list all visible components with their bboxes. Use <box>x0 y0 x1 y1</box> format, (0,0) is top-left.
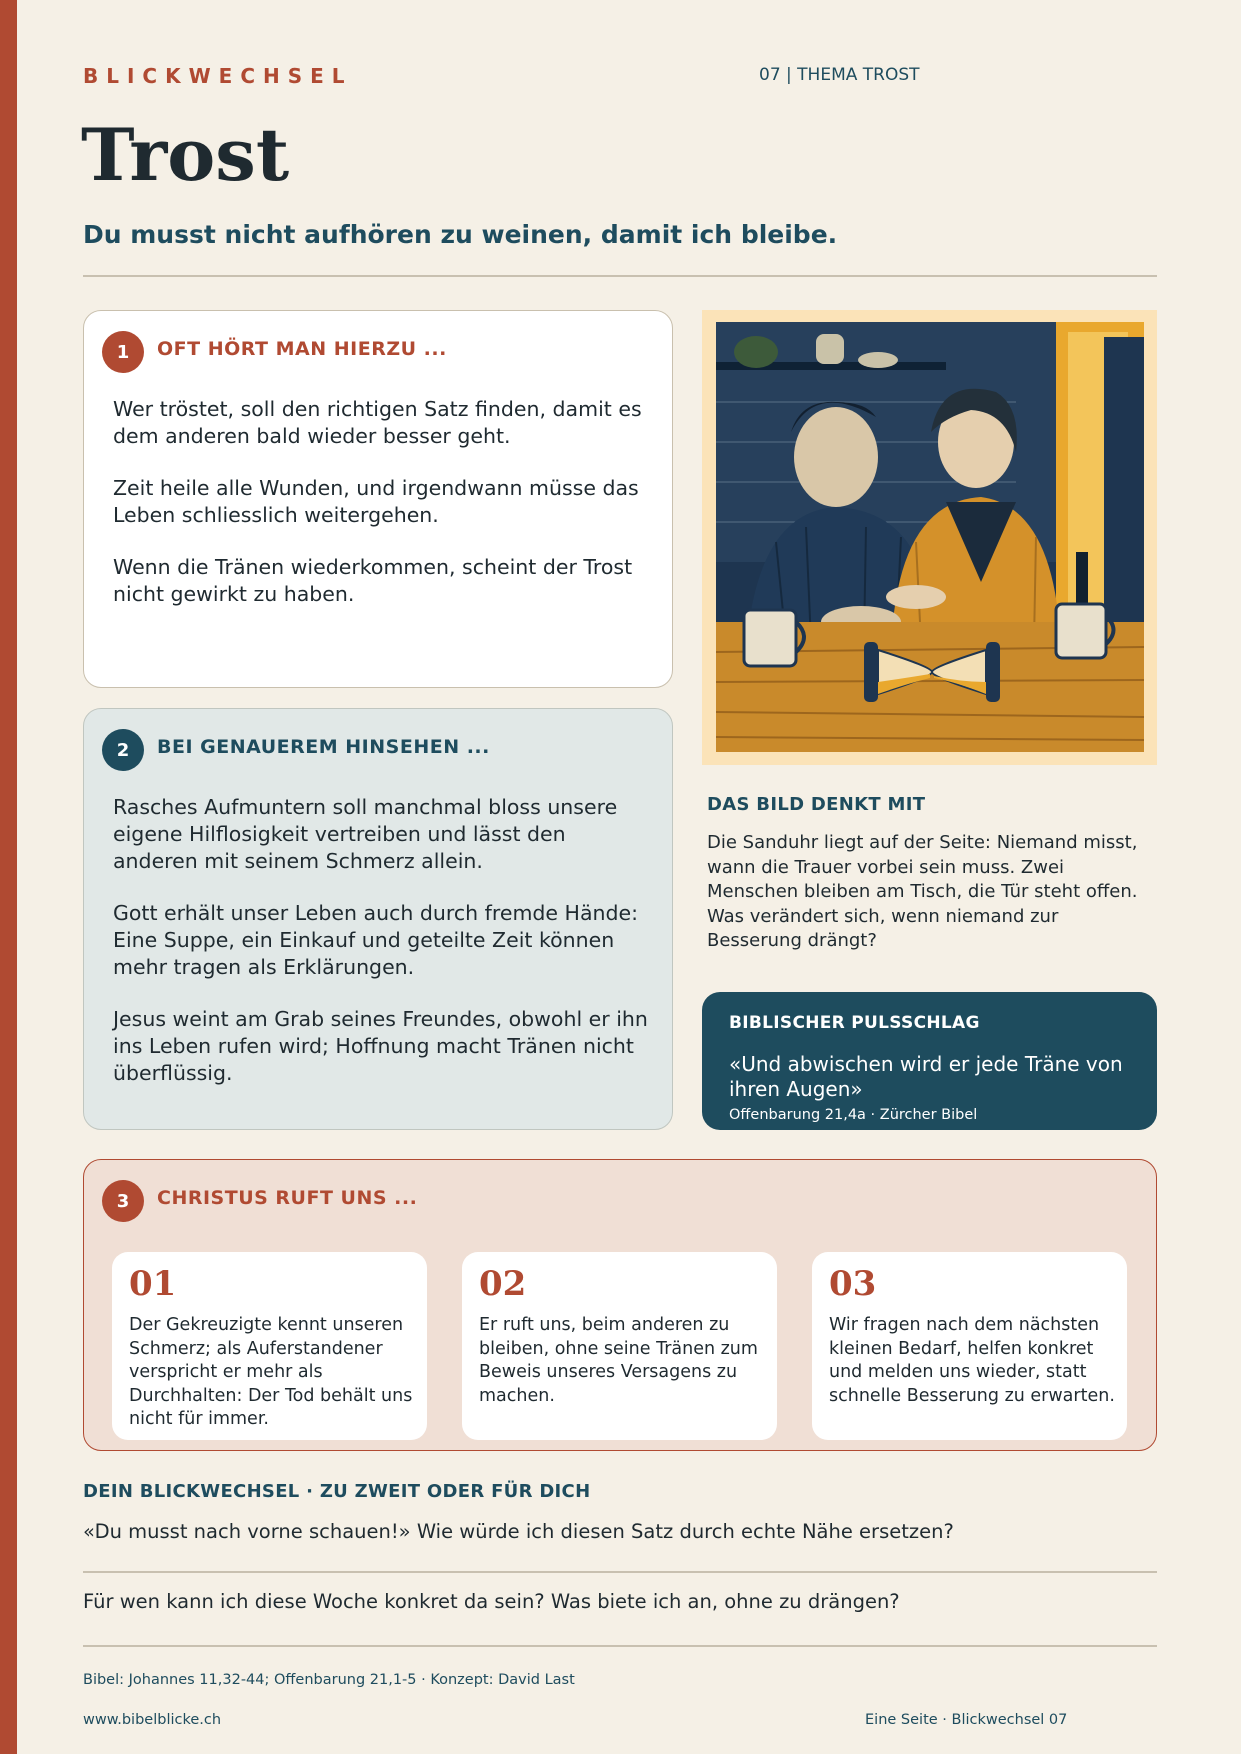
reflection-question: Für wen kann ich diese Woche konkret da sein? Was biete ich an, ohne zu drängen? <box>83 1590 900 1613</box>
illustration-drawing <box>716 322 1144 752</box>
footer-website-link[interactable]: www.bibelblicke.ch <box>83 1712 222 1728</box>
section-heading: BEI GENAUEREM HINSEHEN ... <box>157 736 490 758</box>
header-divider <box>83 275 1157 277</box>
point-card <box>462 1252 777 1440</box>
paragraph: Wenn die Tränen wiederkommen, scheint der Trost nicht gewirkt zu haben. <box>113 555 633 606</box>
footer-divider <box>83 1645 1157 1647</box>
paragraph: Wer tröstet, soll den richtigen Satz finden, damit es dem anderen bald wieder besser geht. <box>113 397 642 448</box>
section-heading: CHRISTUS RUFT UNS ... <box>157 1187 418 1209</box>
paragraph: Jesus weint am Grab seines Freundes, obwohl er ihn ins Leben rufen wird; Hoffnung macht Tränen nicht überflüssig. <box>113 1007 648 1085</box>
issue-label: 07 | THEMA TROST <box>759 65 920 85</box>
picture-heading: DAS BILD DENKT MIT <box>707 794 926 815</box>
point-card <box>112 1252 427 1440</box>
section-common-views <box>83 310 673 688</box>
question-divider <box>83 1571 1157 1573</box>
page-title: Trost <box>81 112 290 197</box>
paragraph: Gott erhält unser Leben auch durch fremde Hände: Eine Suppe, ein Einkauf und geteilte Zeit können mehr tragen als Erklärungen. <box>113 901 639 979</box>
point-text: Der Gekreuzigte kennt unseren Schmerz; als Auferstandener verspricht er mehr als Durchhalten: Der Tod behält uns nicht für immer. <box>129 1315 413 1429</box>
paragraph: Zeit heile alle Wunden, und irgendwann müsse das Leben schliesslich weitergehen. <box>113 476 639 527</box>
section-number-badge: 3 <box>102 1180 144 1222</box>
pulse-quote: «Und abwischen wird er jede Träne von ihren Augen» <box>729 1052 1123 1101</box>
section-body <box>113 794 653 1112</box>
section-number-badge: 2 <box>102 729 144 771</box>
section-closer-look <box>83 708 673 1130</box>
pulse-reference: Offenbarung 21,4a · Zürcher Bibel <box>729 1107 978 1123</box>
brand-label: BLICKWECHSEL <box>83 64 353 88</box>
pulse-heading: BIBLISCHER PULSSCHLAG <box>729 1013 980 1033</box>
page-subtitle: Du musst nicht aufhören zu weinen, damit ich bleibe. <box>83 220 838 249</box>
section-christ-calls <box>83 1159 1157 1451</box>
paragraph: Rasches Aufmuntern soll manchmal bloss unsere eigene Hilflosigkeit vertreiben und lässt den anderen mit seinem Schmerz allein. <box>113 795 618 873</box>
reflection-question: «Du musst nach vorne schauen!» Wie würde ich diesen Satz durch echte Nähe ersetzen? <box>83 1520 954 1543</box>
accent-side-bar <box>0 0 17 1754</box>
point-text: Wir fragen nach dem nächsten kleinen Bedarf, helfen konkret und melden uns wieder, statt schnelle Besserung zu erwarten. <box>829 1315 1115 1406</box>
point-number: 01 <box>129 1264 177 1304</box>
section-number-badge: 1 <box>102 331 144 373</box>
point-text: Er ruft uns, beim anderen zu bleiben, ohne seine Tränen zum Beweis unseres Versagens zu machen. <box>479 1315 758 1406</box>
picture-text: Die Sanduhr liegt auf der Seite: Niemand misst, wann die Trauer vorbei sein muss. Zwei Menschen bleiben am Tisch, die Tür steht offen. Was verändert sich, wenn niemand zur Besserung drängt? <box>707 832 1138 951</box>
section-body <box>113 396 653 633</box>
illustration-image <box>702 310 1157 765</box>
point-number: 03 <box>829 1264 877 1304</box>
footer-sources: Bibel: Johannes 11,32-44; Offenbarung 21,1-5 · Konzept: David Last <box>83 1672 575 1688</box>
reflection-heading: DEIN BLICKWECHSEL · ZU ZWEIT ODER FÜR DICH <box>83 1481 591 1502</box>
bible-pulse-box <box>702 992 1157 1130</box>
footer-page-label: Eine Seite · Blickwechsel 07 <box>865 1712 1068 1728</box>
point-card <box>812 1252 1127 1440</box>
point-number: 02 <box>479 1264 527 1304</box>
section-heading: OFT HÖRT MAN HIERZU ... <box>157 338 447 360</box>
